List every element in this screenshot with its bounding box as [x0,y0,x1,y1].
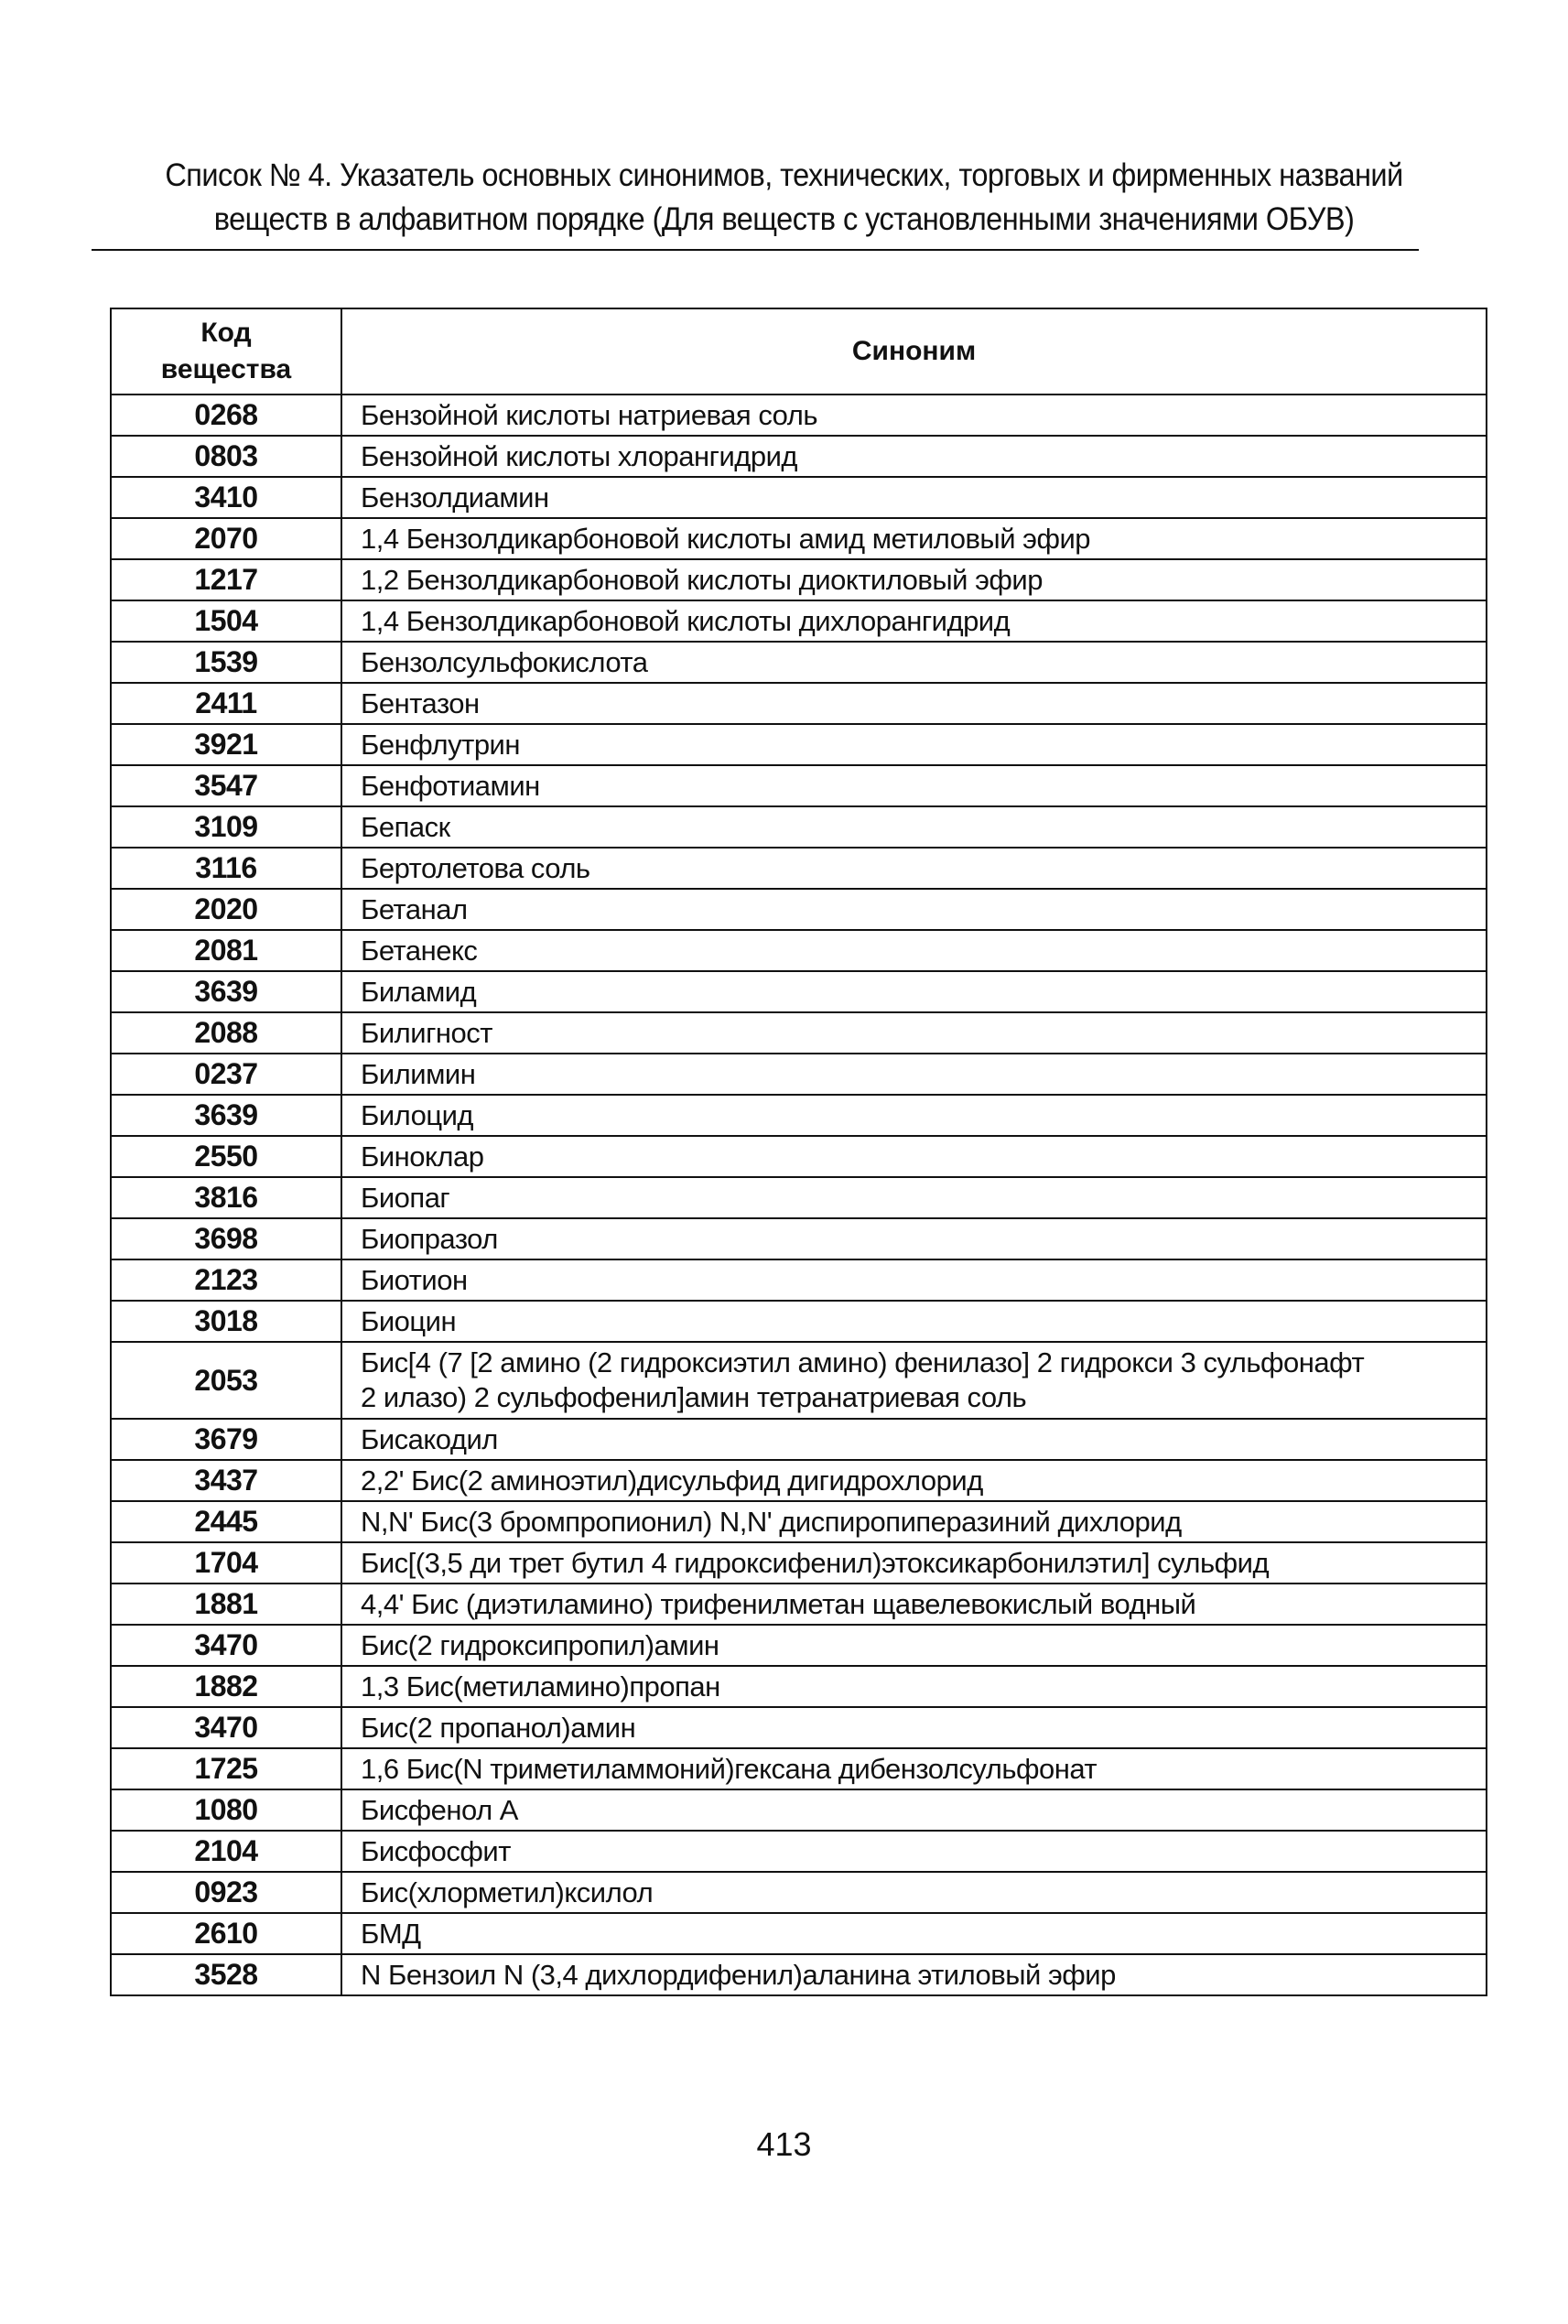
table-row [111,930,1487,971]
substance-code: 2104 [111,1831,341,1872]
table-row [111,600,1487,642]
synonym-cell: Биопаг [341,1177,1487,1218]
substance-code: 3528 [111,1954,341,1995]
synonym-cell: Бис[(3,5 ди трет бутил 4 гидроксифенил)этоксикарбонилэтил] сульфид [341,1542,1487,1584]
synonym-line-1: Бис[4 (7 [2 амино (2 гидроксиэтил амино) фенилазо] 2 гидрокси 3 сульфонафт [361,1346,1365,1378]
substance-code: 3018 [111,1301,341,1342]
header-code-line-2: вещества [160,354,292,384]
table-row [111,1913,1487,1954]
synonym-cell: Биопразол [341,1218,1487,1259]
synonym-cell: Бисфосфит [341,1831,1487,1872]
substance-code: 1504 [111,600,341,642]
synonym-cell: Бензойной кислоты натриевая соль [341,395,1487,436]
substance-code: 2081 [111,930,341,971]
substance-code: 3410 [111,477,341,518]
substance-code: 0803 [111,436,341,477]
substance-code: 2610 [111,1913,341,1954]
synonym-cell: N,N' Бис(3 бромпропионил) N,N' диспиропиперазиний дихлорид [341,1501,1487,1542]
table-row [111,559,1487,600]
title-line-2: веществ в алфавитном порядке (Для веществ с установленными значениями ОБУВ) [213,201,1355,237]
table-row [111,518,1487,559]
header-code [111,308,341,395]
header-code-line-1: Код [200,318,252,348]
synonym-cell: Биноклар [341,1136,1487,1177]
table-row [111,1501,1487,1542]
synonym-cell: 2,2' Бис(2 аминоэтил)дисульфид дигидрохлорид [341,1460,1487,1501]
table-row [111,1054,1487,1095]
table-row [111,1218,1487,1259]
synonym-cell: 1,4 Бензолдикарбоновой кислоты амид метиловый эфир [341,518,1487,559]
table-row [111,1419,1487,1460]
synonym-cell: Бисфенол А [341,1789,1487,1831]
synonym-cell: Биоцин [341,1301,1487,1342]
synonym-cell: Бепаск [341,806,1487,848]
table-row [111,1872,1487,1913]
table-row [111,1136,1487,1177]
substance-code: 2053 [111,1342,341,1419]
table-row [111,477,1487,518]
table-row [111,1012,1487,1054]
title-line-1: Список № 4. Указатель основных синонимов, технических, торговых и фирменных названий [165,157,1403,193]
synonym-cell [341,1342,1487,1419]
synonym-cell: Бензолсульфокислота [341,642,1487,683]
synonym-cell: Бенфотиамин [341,765,1487,806]
table-row [111,1789,1487,1831]
substance-code: 3639 [111,971,341,1012]
page-number: 413 [756,2125,812,2163]
substance-code: 1704 [111,1542,341,1584]
substance-code: 1217 [111,559,341,600]
title-underline [92,249,1419,251]
table-row [111,1177,1487,1218]
table-row [111,436,1487,477]
header-synonym: Синоним [341,308,1487,395]
table-body [111,395,1487,1995]
synonym-cell: Бетанекс [341,930,1487,971]
substance-code: 2088 [111,1012,341,1054]
synonym-cell: N Бензоил N (3,4 дихлордифенил)аланина этиловый эфир [341,1954,1487,1995]
table-row [111,848,1487,889]
substance-code: 3470 [111,1625,341,1666]
substance-code: 0237 [111,1054,341,1095]
substance-code: 1881 [111,1584,341,1625]
table-row [111,1831,1487,1872]
table-row [111,1666,1487,1707]
synonym-cell: Билимин [341,1054,1487,1095]
substance-code: 1539 [111,642,341,683]
synonym-cell: Бис(2 гидроксипропил)амин [341,1625,1487,1666]
table-row [111,1625,1487,1666]
synonym-cell: Бензойной кислоты хлорангидрид [341,436,1487,477]
table-row [111,1542,1487,1584]
synonym-cell: Билоцид [341,1095,1487,1136]
synonym-cell: Биотион [341,1259,1487,1301]
table-row [111,765,1487,806]
substance-code: 0923 [111,1872,341,1913]
synonym-line-2: 2 илазо) 2 сульфофенил]амин тетранатриевая соль [361,1381,1027,1413]
table-row [111,971,1487,1012]
table-row [111,1259,1487,1301]
synonym-cell: БМД [341,1913,1487,1954]
table-row [111,1584,1487,1625]
synonym-cell: 1,4 Бензолдикарбоновой кислоты дихлорангидрид [341,600,1487,642]
substance-code: 2411 [111,683,341,724]
substance-code: 3116 [111,848,341,889]
table-row [111,1954,1487,1995]
substance-code: 3547 [111,765,341,806]
substance-code: 1725 [111,1748,341,1789]
table-row [111,642,1487,683]
substance-code: 2550 [111,1136,341,1177]
synonym-cell: Биламид [341,971,1487,1012]
table-row [111,395,1487,436]
table-row [111,683,1487,724]
synonym-cell: 4,4' Бис (диэтиламино) трифенилметан щавелевокислый водный [341,1584,1487,1625]
substance-code: 2070 [111,518,341,559]
substance-code: 3679 [111,1419,341,1460]
table-row [111,889,1487,930]
synonym-cell: 1,3 Бис(метиламино)пропан [341,1666,1487,1707]
table-row [111,724,1487,765]
synonym-table [110,308,1487,1996]
substance-code: 3698 [111,1218,341,1259]
synonym-cell: Бис(хлорметил)ксилол [341,1872,1487,1913]
synonym-cell: Бисакодил [341,1419,1487,1460]
substance-code: 3921 [111,724,341,765]
table-row [111,1301,1487,1342]
synonym-cell: Бенфлутрин [341,724,1487,765]
synonym-cell: Бетанал [341,889,1487,930]
substance-code: 2020 [111,889,341,930]
substance-code: 0268 [111,395,341,436]
synonym-cell: Бензолдиамин [341,477,1487,518]
synonym-cell: Бентазон [341,683,1487,724]
table-row [111,1460,1487,1501]
table-row [111,1748,1487,1789]
substance-code: 1882 [111,1666,341,1707]
table-header-row [111,308,1487,395]
synonym-cell: Бертолетова соль [341,848,1487,889]
substance-code: 3470 [111,1707,341,1748]
substance-code: 3639 [111,1095,341,1136]
substance-code: 1080 [111,1789,341,1831]
substance-code: 3816 [111,1177,341,1218]
substance-code: 3437 [111,1460,341,1501]
synonym-cell: 1,2 Бензолдикарбоновой кислоты диоктиловый эфир [341,559,1487,600]
table-row [111,1095,1487,1136]
substance-code: 2445 [111,1501,341,1542]
table-row [111,806,1487,848]
page-title [140,154,1428,242]
table-row [111,1707,1487,1748]
substance-code: 2123 [111,1259,341,1301]
substance-code: 3109 [111,806,341,848]
synonym-cell: Билигност [341,1012,1487,1054]
table-row [111,1342,1487,1419]
synonym-cell: 1,6 Бис(N триметиламмоний)гексана дибензолсульфонат [341,1748,1487,1789]
synonym-cell: Бис(2 пропанол)амин [341,1707,1487,1748]
